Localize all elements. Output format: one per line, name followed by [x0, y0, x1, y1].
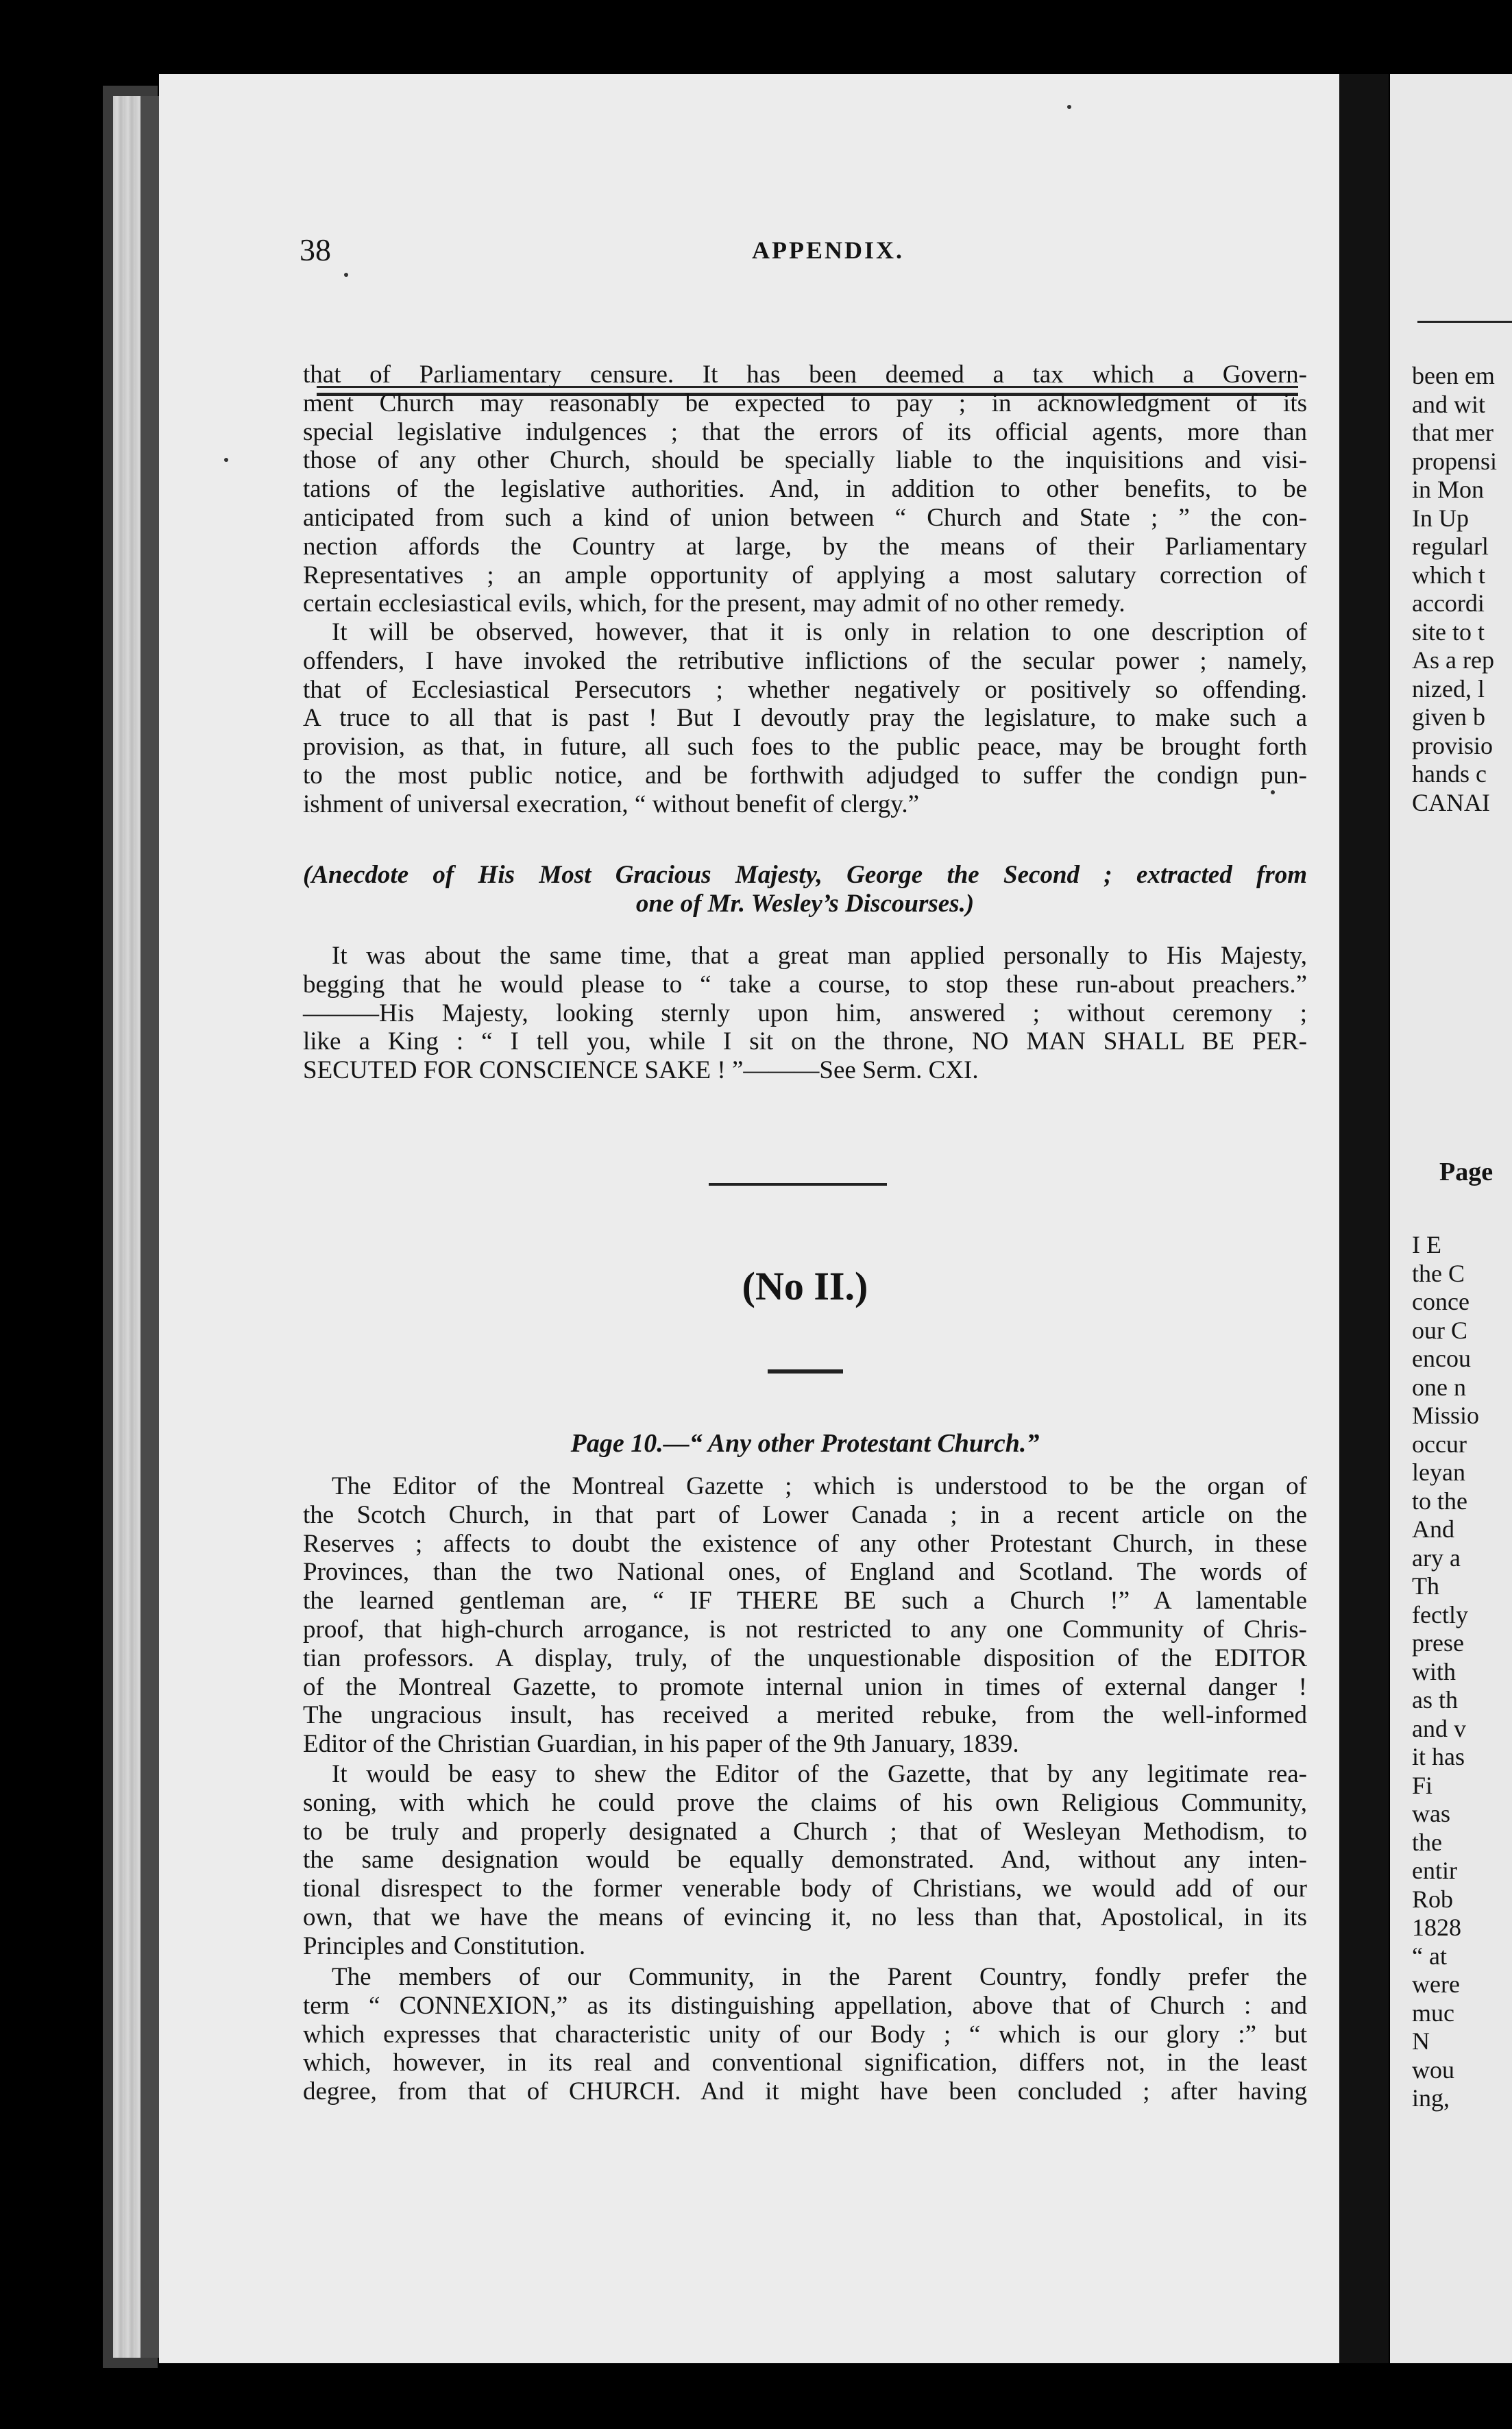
facing-text-line: encou	[1412, 1345, 1471, 1372]
text-line: ment Church may reasonably be expected to pay ; in acknowledgment of its	[303, 389, 1307, 417]
facing-text-line: entir	[1412, 1857, 1457, 1884]
facing-text-line: In Up	[1412, 504, 1469, 532]
facing-text-line: prese	[1412, 1629, 1464, 1657]
text-line: The ungracious insult, has received a merited rebuke, from the well-informed	[303, 1701, 1307, 1730]
facing-text-line: one n	[1412, 1373, 1466, 1401]
facing-text-line: hands c	[1412, 760, 1487, 788]
text-line: like a King : “ I tell you, while I sit on the throne, NO MAN SHALL BE PER-	[303, 1027, 1307, 1056]
section-divider	[709, 1183, 887, 1186]
facing-text-line: fectly	[1412, 1600, 1468, 1628]
text-line: The Editor of the Montreal Gazette ; which is understood to be the organ of	[332, 1472, 1307, 1500]
heading-line: one of Mr. Wesley’s Discourses.)	[635, 889, 975, 918]
ink-speck	[344, 273, 348, 277]
facing-text-line: and wit	[1412, 390, 1485, 418]
facing-text-line: 1828	[1412, 1914, 1461, 1941]
facing-text-line: the	[1412, 1828, 1442, 1856]
page-number: 38	[300, 232, 331, 267]
text-line: Representatives ; an ample opportunity of applying a most salutary correction of	[303, 561, 1307, 589]
text-line: tian professors. A display, truly, of the unquestionable disposition of the EDITOR	[303, 1644, 1307, 1672]
facing-header-rule	[1417, 321, 1512, 323]
facing-text-line: propensi	[1412, 447, 1497, 475]
facing-text-line: that mer	[1412, 419, 1493, 446]
binding-shadow	[141, 96, 161, 2358]
text-line: that of Ecclesiastical Persecutors ; whether negatively or positively so offending.	[303, 675, 1307, 704]
facing-text-line: Missio	[1412, 1402, 1480, 1429]
text-line: the same designation would be equally demonstrated. And, without any inten-	[303, 1846, 1307, 1875]
book-page	[159, 74, 1339, 2363]
text-line: ishment of universal execration, “ without benefit of clergy.”	[303, 790, 920, 818]
text-line: the learned gentleman are, “ IF THERE BE such a Church !” A lamentable	[303, 1587, 1307, 1615]
paragraph-continuation	[303, 361, 1307, 618]
facing-text-line: conce	[1412, 1288, 1470, 1315]
text-line: to the most public notice, and be forthwith adjudged to suffer the condign pun-	[303, 761, 1307, 790]
text-line: Reserves ; affects to doubt the existence of any other Protestant Church, in these	[303, 1529, 1307, 1558]
text-line: special legislative indulgences ; that the errors of its official agents, more than	[303, 417, 1307, 446]
text-line: A truce to all that is past ! But I devoutly pray the legislature, to make such a	[303, 704, 1307, 733]
facing-text-bottom	[1412, 1231, 1479, 2113]
paragraph-wesleyan-methodism	[303, 1760, 1307, 1961]
facing-page-label: Page	[1439, 1158, 1493, 1186]
heading-line: (Anecdote of His Most Gracious Majesty, George the Second ; extracted from	[303, 861, 1307, 889]
ink-speck	[1067, 105, 1071, 109]
facing-text-line: it has	[1412, 1743, 1465, 1770]
text-line: that of Parliamentary censure. It has been deemed a tax which a Govern-	[303, 361, 1307, 389]
facing-text-line: Fi	[1412, 1771, 1433, 1799]
anecdote-heading	[303, 861, 1307, 918]
section-title	[303, 1263, 1307, 1309]
facing-text-line: As a rep	[1412, 646, 1494, 674]
text-line: certain ecclesiastical evils, which, for the present, may admit of no other remedy.	[303, 589, 1125, 618]
facing-text-line: CANAI	[1412, 788, 1490, 816]
facing-text-line: accordi	[1412, 589, 1485, 617]
facing-page-fragment	[1390, 74, 1512, 2363]
facing-text-line: nized, l	[1412, 674, 1485, 703]
page-reference-text: Page 10.—“ Any other Protestant Church.”	[570, 1429, 1040, 1458]
text-line: proof, that high-church arrogance, is not restricted to any one Community of Chris-	[303, 1615, 1307, 1644]
facing-text-line: given b	[1412, 703, 1485, 731]
facing-text-line: I E	[1412, 1231, 1441, 1258]
facing-text-line: site to t	[1412, 618, 1485, 646]
facing-text-line: and v	[1412, 1714, 1466, 1742]
facing-text-line: in Mon	[1412, 476, 1485, 503]
text-line: the Scotch Church, in that part of Lower Canada ; in a recent article on the	[303, 1500, 1307, 1529]
facing-text-line: “ at	[1412, 1942, 1447, 1970]
text-line: to be truly and properly designated a Church ; that of Wesleyan Methodism, to	[303, 1817, 1307, 1846]
text-line: which expresses that characteristic unity of our Body ; “ which is our glory :” but	[303, 2020, 1307, 2049]
page-reference	[303, 1428, 1307, 1458]
facing-text-line: our C	[1412, 1316, 1467, 1344]
facing-text-line: ary a	[1412, 1543, 1461, 1572]
text-line: tations of the legislative authorities. And, in addition to other benefits, to be	[303, 475, 1307, 504]
facing-text-line: And	[1412, 1515, 1454, 1543]
text-line: It was about the same time, that a great man applied personally to His Majesty,	[332, 942, 1307, 970]
text-line: Provinces, than the two National ones, of England and Scotland. The words of	[303, 1558, 1307, 1587]
facing-text-line: ing,	[1412, 2084, 1450, 2112]
text-line: which, however, in its real and conventional signification, differs not, in the least	[303, 2049, 1307, 2077]
text-line: those of any other Church, should be specially liable to the inquisitions and visi-	[303, 446, 1307, 475]
facing-text-line: regularl	[1412, 533, 1489, 560]
section-number: (No II.)	[742, 1264, 868, 1308]
facing-text-line: provisio	[1412, 731, 1493, 759]
facing-text-line: to the	[1412, 1487, 1467, 1515]
text-line: Editor of the Christian Guardian, in his paper of the 9th January, 1839.	[303, 1730, 1019, 1759]
facing-text-top	[1412, 362, 1497, 817]
facing-text-line: been em	[1412, 362, 1495, 389]
facing-text-line: N	[1412, 2027, 1430, 2055]
text-line: soning, with which he could prove the claims of his own Religious Community,	[303, 1788, 1307, 1817]
text-line: It would be easy to shew the Editor of the Gazette, that by any legitimate rea-	[332, 1760, 1307, 1788]
text-line: degree, from that of CHURCH. And it might have been concluded ; after having	[303, 2077, 1307, 2106]
facing-text-line: leyan	[1412, 1458, 1465, 1486]
facing-text-line: was	[1412, 1800, 1450, 1827]
text-line: ———His Majesty, looking sternly upon him, answered ; without ceremony ;	[303, 999, 1307, 1027]
paragraph-secular-power	[303, 618, 1307, 819]
facing-text-line: Rob	[1412, 1885, 1454, 1913]
facing-text-line: wou	[1412, 2055, 1454, 2084]
facing-text-line: were	[1412, 1970, 1460, 1998]
text-line: It will be observed, however, that it is only in relation to one description of	[332, 618, 1307, 646]
text-line: nection affords the Country at large, by the means of their Parliamentary	[303, 532, 1307, 561]
text-line: SECUTED FOR CONSCIENCE SAKE ! ”———See Serm. CXI.	[303, 1056, 979, 1085]
facing-text-line: with	[1412, 1657, 1456, 1685]
facing-text-line: as th	[1412, 1686, 1458, 1713]
text-line: Principles and Constitution.	[303, 1931, 586, 1960]
text-line: tional disrespect to the former venerable body of Christians, we would add of our	[303, 1875, 1307, 1903]
text-line: anticipated from such a kind of union between “ Church and State ; ” the con-	[303, 503, 1307, 532]
paragraph-connexion	[303, 1963, 1307, 2106]
paragraph-montreal-gazette	[303, 1472, 1307, 1759]
text-line: of the Montreal Gazette, to promote internal union in times of external danger !	[303, 1672, 1307, 1701]
text-line: term “ CONNEXION,” as its distinguishing appellation, above that of Church : and	[303, 1991, 1307, 2020]
facing-text-line: occur	[1412, 1430, 1467, 1458]
text-line: The members of our Community, in the Parent Country, fondly prefer the	[332, 1963, 1307, 1991]
running-head: APPENDIX.	[752, 236, 904, 264]
anecdote-text	[303, 942, 1307, 1085]
text-line: provision, as that, in future, all such foes to the public peace, may be brought forth	[303, 733, 1307, 761]
ink-speck	[224, 458, 228, 462]
facing-text-line: Th	[1412, 1572, 1439, 1600]
page-gutter	[1339, 74, 1389, 2363]
text-line: offenders, I have invoked the retributive inflictions of the secular power ; namely,	[303, 646, 1307, 675]
facing-text-line: muc	[1412, 1999, 1454, 2027]
text-line: begging that he would please to “ take a course, to stop these run-about preachers.”	[303, 970, 1307, 999]
title-underline	[768, 1369, 843, 1374]
text-line: own, that we have the means of evincing it, no less than that, Apostolical, in its	[303, 1903, 1307, 1931]
facing-text-line: the C	[1412, 1259, 1465, 1287]
facing-text-line: which t	[1412, 561, 1485, 589]
